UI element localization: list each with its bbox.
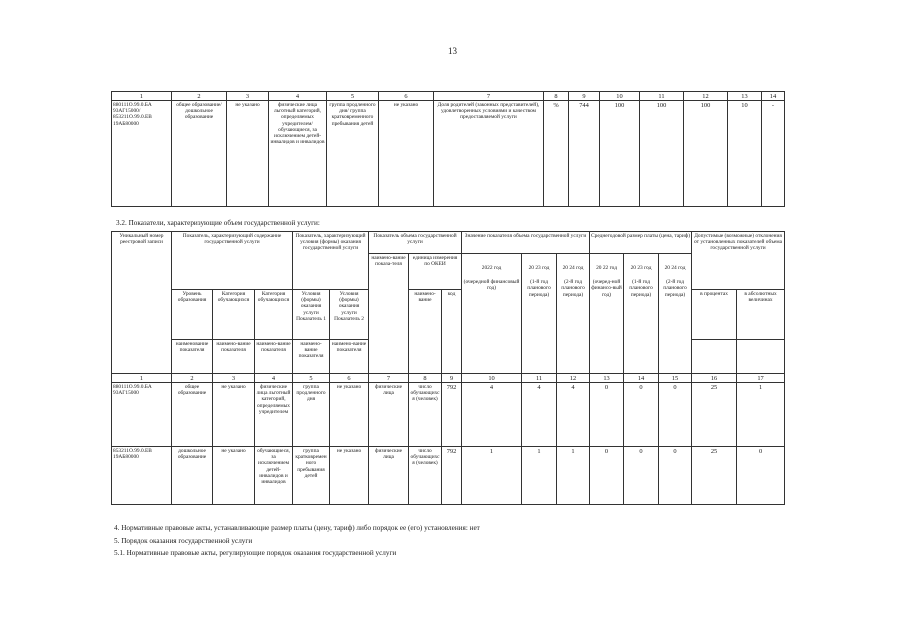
col-number: 9 xyxy=(442,374,462,383)
header-dev-percent: в процентах xyxy=(692,290,737,340)
col-number: 8 xyxy=(544,92,569,101)
cell: не указано xyxy=(330,447,369,505)
year-sub: (1-й год планового периода) xyxy=(527,279,551,298)
header-unit-code: код xyxy=(442,290,462,374)
table-row xyxy=(112,101,785,207)
footer-line-5: 5. Порядок оказания государственной услуги xyxy=(114,537,253,545)
quality-indicators-table xyxy=(111,91,785,207)
col-number: 17 xyxy=(737,374,785,383)
col-number: 12 xyxy=(557,374,590,383)
col-number: 6 xyxy=(379,92,434,101)
column-number-row xyxy=(112,374,785,383)
col-number: 2 xyxy=(172,92,227,101)
year-sub: (очеред-ной финансо-вый год) xyxy=(591,279,622,298)
year-sub: (очередной финансовый год) xyxy=(463,279,520,292)
header-conditions: Показатель, характеризующий условия (формы) оказания государственной услуги xyxy=(293,232,369,290)
cell: 4 xyxy=(522,383,557,447)
col-number: 11 xyxy=(640,92,684,101)
page-number: 13 xyxy=(448,46,457,56)
year-label: 20 23 год xyxy=(528,265,550,271)
cell: не указано xyxy=(213,383,255,447)
indicator-name-label: наимено-вание показателя xyxy=(293,340,330,374)
col-number: 1 xyxy=(112,92,172,101)
cell: 1 xyxy=(557,447,590,505)
header-p2022 xyxy=(590,254,624,374)
indicator-name-label: наимено-вание показателя xyxy=(213,340,255,374)
year-sub: (1-й год планового периода) xyxy=(629,279,653,298)
cell: 792 xyxy=(442,383,462,447)
col-number: 1 xyxy=(112,374,172,383)
header-content: Показатель, характеризующий содержание государственной услуги xyxy=(172,232,293,290)
header-registry: Уникальный номер реестровой записи xyxy=(112,232,172,374)
col-number: 6 xyxy=(330,374,369,383)
cell: не указано xyxy=(379,101,434,207)
year-label: 20 22 год xyxy=(596,265,617,271)
volume-indicators-table xyxy=(111,231,785,505)
col-number: 11 xyxy=(522,374,557,383)
col-number: 13 xyxy=(728,92,762,101)
header-v2024 xyxy=(557,254,590,374)
cell: 10 xyxy=(728,101,762,207)
year-label: 20 24 год xyxy=(664,265,686,271)
col-number: 3 xyxy=(227,92,269,101)
header-p2023 xyxy=(624,254,659,374)
cell: 0 xyxy=(659,383,692,447)
col-number: 5 xyxy=(327,92,379,101)
header-cond2: Условия (формы) оказания услуги Показатель 2 xyxy=(330,290,369,340)
footer-line-5-1: 5.1. Нормативные правовые акты, регулирующие порядок оказания государственной услуги xyxy=(114,549,397,557)
header-category: Категория обучающихся xyxy=(213,290,255,340)
cell: 0 xyxy=(624,383,659,447)
col-number: 10 xyxy=(600,92,640,101)
col-number: 4 xyxy=(269,92,327,101)
cell: физические лица xyxy=(369,447,409,505)
col-number: 10 xyxy=(462,374,522,383)
indicator-name-label: наимено-вание показателя xyxy=(255,340,293,374)
registry-number: 880111О.99.0.БА 93АГ15000 xyxy=(112,383,172,447)
col-number: 2 xyxy=(172,374,213,383)
section-caption: 3.2. Показатели, характеризующие объем государственной услуги: xyxy=(116,219,320,227)
year-label: 2022 год xyxy=(481,265,502,271)
cell: 4 xyxy=(557,383,590,447)
cell: 0 xyxy=(590,383,624,447)
cell: - xyxy=(762,101,785,207)
cell: число обучающихся (человек) xyxy=(409,383,442,447)
empty-cell xyxy=(692,340,737,374)
footer-line-4: 4. Нормативные правовые акты, устанавливающие размер платы (цену, тариф) либо порядок ее (его) установления: нет xyxy=(114,524,480,532)
cell: 1 xyxy=(522,447,557,505)
col-number: 8 xyxy=(409,374,442,383)
year-label: 20 23 год xyxy=(630,265,652,271)
header-price: Среднегодовой размер платы (цена, тариф) xyxy=(590,232,692,254)
table-row xyxy=(112,447,785,505)
cell: 25 xyxy=(692,447,737,505)
cell: группа кратковременного пребывания детей xyxy=(293,447,330,505)
cell: 100 xyxy=(640,101,684,207)
cell: группа продленного дня/ группа кратковременного пребывания детей xyxy=(327,101,379,207)
cell: 0 xyxy=(590,447,624,505)
cell: % xyxy=(544,101,569,207)
cell: физические лица льготный категорий, определяемых учредителем xyxy=(255,383,293,447)
col-number: 15 xyxy=(659,374,692,383)
col-number: 7 xyxy=(434,92,544,101)
empty-cell xyxy=(737,340,785,374)
col-number: 3 xyxy=(213,374,255,383)
col-number: 12 xyxy=(684,92,728,101)
cell: физические лица льготный категорий, определяемых учредителем/ обучающиеся, за исключением детей-инвалидов и инвалидов xyxy=(269,101,327,207)
cell: 0 xyxy=(659,447,692,505)
header-v2023 xyxy=(522,254,557,374)
col-number: 14 xyxy=(624,374,659,383)
registry-number: 853211О.99.0.ЕВ 19АБ80000 xyxy=(112,447,172,505)
cell: не указано xyxy=(227,101,269,207)
cell: 100 xyxy=(600,101,640,207)
col-number: 9 xyxy=(569,92,600,101)
year-sub: (2-й год планового периода) xyxy=(561,279,585,298)
cell: число обучающихся (человек) xyxy=(409,447,442,505)
column-number-row xyxy=(112,92,785,101)
header-unit: единица измерения по ОКЕИ xyxy=(409,254,462,290)
cell: 792 xyxy=(442,447,462,505)
cell: 1 xyxy=(462,447,522,505)
registry-number: 880111О.99.0.БА 93АГ15000/ 853211О.99.0.ЕВ 19АБ80000 xyxy=(112,101,172,207)
indicator-name-label: наименование показателя xyxy=(172,340,213,374)
header-category-b: Категория обучающихся xyxy=(255,290,293,340)
cell: группа продленного дня xyxy=(293,383,330,447)
col-number: 5 xyxy=(293,374,330,383)
indicator-name: Доля родителей (законных представителей), удовлетворенных условиями и качеством предоставляемой услуги xyxy=(434,101,544,207)
cell: дошкольное образование xyxy=(172,447,213,505)
cell: общее образование/ дошкольное образование xyxy=(172,101,227,207)
header-cond1: Условия (формы) оказания услуги Показатель 1 xyxy=(293,290,330,340)
cell: 4 xyxy=(462,383,522,447)
header-level: Уровень образования xyxy=(172,290,213,340)
table-row xyxy=(112,383,785,447)
cell: 0 xyxy=(624,447,659,505)
header-vol-name: наимено-вание показа-теля xyxy=(369,254,409,374)
header-volume: Показатель объема государственной услуги xyxy=(369,232,462,254)
col-number: 14 xyxy=(762,92,785,101)
indicator-name-label: наимено-вание показателя xyxy=(330,340,369,374)
cell: 0 xyxy=(737,447,785,505)
header-dev-absolute: в абсолютных величинах xyxy=(737,290,785,340)
cell: физические лица xyxy=(369,383,409,447)
cell: общее образование xyxy=(172,383,213,447)
cell: 100 xyxy=(684,101,728,207)
header-p2024 xyxy=(659,254,692,374)
header-unit-name: наимено-вание xyxy=(409,290,442,374)
header-deviation: Допустимые (возможные) отклонения от установленных показателей объема государственной услуги xyxy=(692,232,785,290)
header-values: Значение показателя объема государственной услуги xyxy=(462,232,590,254)
cell: 1 xyxy=(737,383,785,447)
cell: не указано xyxy=(213,447,255,505)
year-label: 20 24 год xyxy=(562,265,584,271)
cell: 744 xyxy=(569,101,600,207)
cell: 25 xyxy=(692,383,737,447)
col-number: 4 xyxy=(255,374,293,383)
col-number: 7 xyxy=(369,374,409,383)
col-number: 16 xyxy=(692,374,737,383)
header-v2022 xyxy=(462,254,522,374)
col-number: 13 xyxy=(590,374,624,383)
cell: не указано xyxy=(330,383,369,447)
year-sub: (2-й год планового периода) xyxy=(663,279,687,298)
cell: обучающиеся, за исключением детей-инвалидов и инвалидов xyxy=(255,447,293,505)
